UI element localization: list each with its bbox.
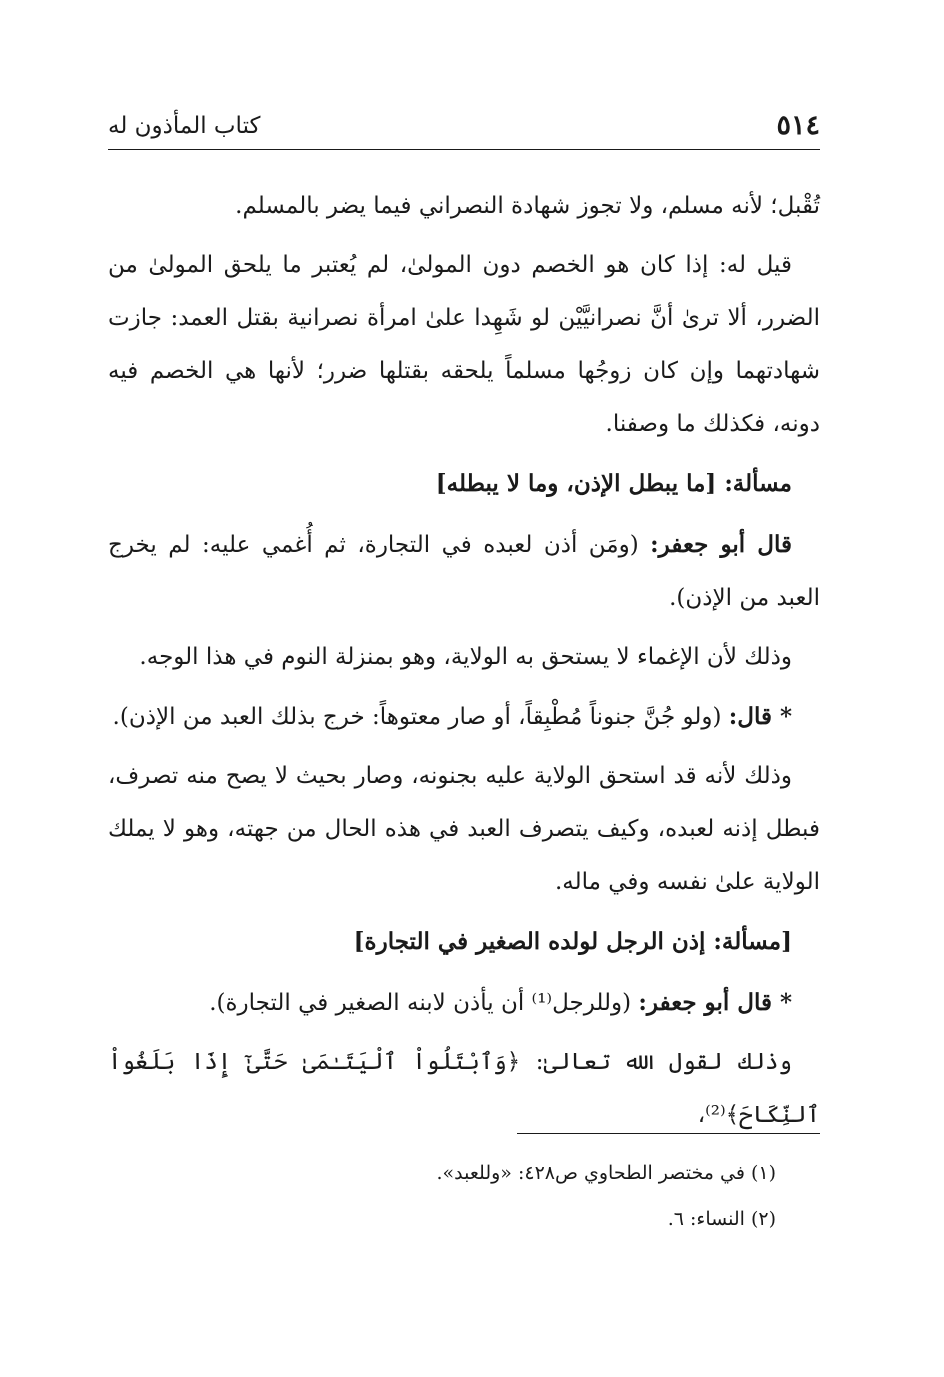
quote-text: (ولو جُنَّ جنوناً مُطْبِقاً، أو صار معتوهاً: خرج بذلك العبد من الإذن). — [112, 704, 729, 730]
paragraph — [108, 518, 820, 625]
footnote: (١) في مختصر الطحاوي ص٤٢٨: «وللعبد». — [436, 1162, 776, 1184]
book-title: كتاب المأذون له — [108, 113, 261, 139]
speaker-label: * قال: — [728, 703, 792, 730]
paragraph: تُقْبل؛ لأنه مسلم، ولا تجوز شهادة النصراني فيما يضر بالمسلم. — [235, 193, 820, 219]
quote-text: (وللرجل⁽¹⁾ أن يأذن لابنه الصغير في التجارة). — [209, 990, 639, 1016]
speaker-label: * قال أبو جعفر: — [638, 989, 792, 1016]
footnote-rule — [517, 1133, 820, 1134]
paragraph: وذلك لقول الله تعالىٰ: ﴿وَٱبْتَلُواْ ٱلْيَتَـٰمَىٰ حَتَّىٰٓ إِذَا بَلَغُواْ ٱلنِّكَاحَ﴾⁽²⁾، — [108, 1049, 820, 1128]
footnote: (٢) النساء: ٦. — [667, 1208, 776, 1230]
speaker-label: قال أبو جعفر: — [650, 531, 792, 558]
paragraph — [108, 690, 820, 744]
main-text — [108, 180, 820, 1148]
paragraph: قيل له: إذا كان هو الخصم دون المولىٰ، لم يُعتبر ما يلحق المولىٰ من الضرر، ألا ترىٰ أنَّ نصرانيَّيْن لو شَهِدا علىٰ امرأة نصرانية بقتل العمد: جازت شهادتهما وإن كان زوجُها مسلماً يلحقه بقتلها ضرر؛ لأنها هي الخصم فيه دونه، فكذلك ما وصفنا. — [108, 252, 820, 437]
quote-text: (ومَن أذن لعبده في التجارة، ثم أُغمي عليه: لم يخرج العبد من الإذن). — [108, 532, 820, 611]
page-header — [108, 108, 820, 144]
section-heading: مسألة: [ما يبطل الإذن، وما لا يبطله] — [435, 470, 792, 497]
paragraph: وذلك لأنه قد استحق الولاية عليه بجنونه، وصار بحيث لا يصح منه تصرف، فبطل إذنه لعبده، وكيف يتصرف العبد في هذه الحال من جهته، وهو لا يملك الولاية علىٰ نفسه وفي ماله. — [108, 763, 820, 895]
paragraph — [108, 976, 820, 1030]
footnotes — [108, 1150, 820, 1242]
page-number: ٥١٤ — [776, 110, 820, 141]
header-rule — [108, 149, 820, 150]
section-heading: [مسألة: إذن الرجل لولده الصغير في التجارة] — [353, 928, 792, 955]
paragraph: وذلك لأن الإغماء لا يستحق به الولاية، وهو بمنزلة النوم في هذا الوجه. — [139, 644, 792, 670]
